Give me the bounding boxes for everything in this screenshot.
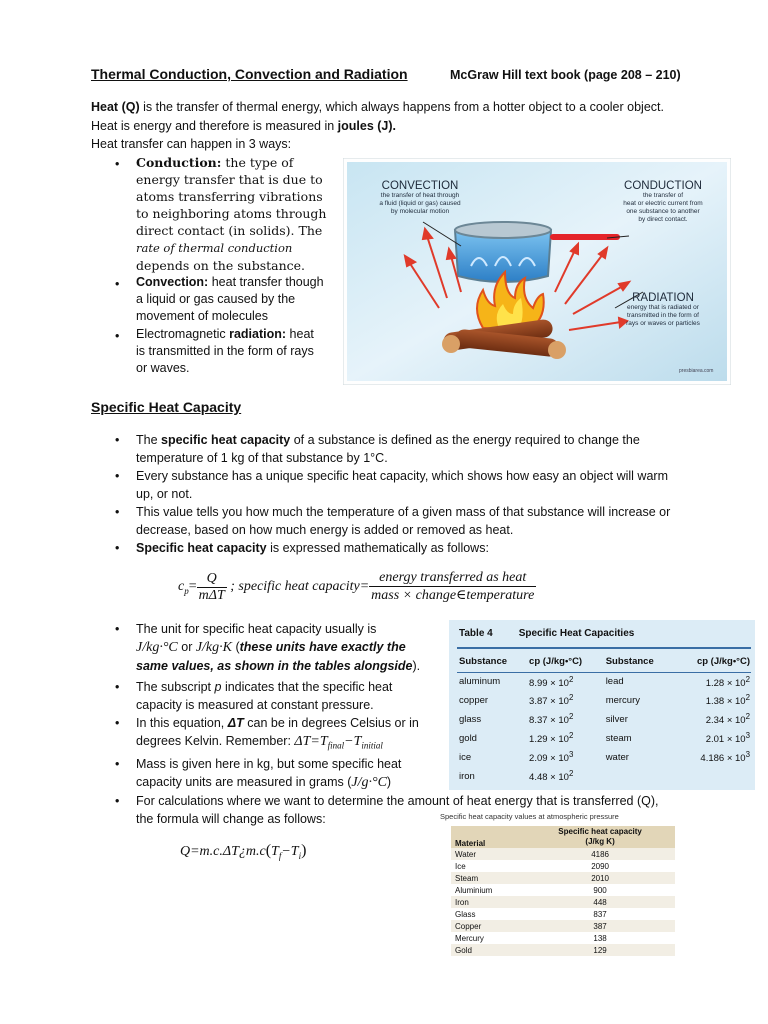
intro-line-1: [91, 98, 664, 116]
bullet-text: This value tells you how much the temperature of a given mass of that substance will increase or: [136, 505, 671, 519]
table-row: [451, 884, 675, 896]
table-row: [451, 944, 675, 956]
conduction-item: [136, 154, 326, 274]
bullet-icon: •: [115, 505, 120, 519]
bullet-icon: •: [115, 433, 120, 447]
convection-term: Convection:: [136, 275, 209, 289]
bullet-text: (: [231, 640, 240, 654]
conduction-text: energy transfer that is due to: [136, 172, 323, 187]
table-cell: ice: [459, 752, 472, 763]
table-cell: 1.28 × 10: [705, 677, 746, 689]
math-subscript: initial: [361, 740, 383, 751]
caption-line: energy that is radiated or: [627, 304, 699, 311]
page-title: Thermal Conduction, Convection and Radiation: [91, 66, 408, 82]
specific-bullet-4: [115, 539, 670, 557]
radiation-caption: [613, 304, 713, 328]
table-cell: 2090: [591, 861, 609, 871]
formula-text: ; specific heat capacity=: [226, 579, 370, 595]
table-cell: 8.99 × 10: [529, 677, 569, 689]
bullet-text: capacity units are measured in grams (: [136, 774, 352, 789]
heat-term: Heat (Q): [91, 100, 140, 114]
radiation-text: Electromagnetic: [136, 327, 230, 341]
column-header: cp (J/kg•°C): [529, 656, 583, 668]
radiation-text: is transmitted in the form of rays: [136, 344, 314, 358]
unit-math: J/kg·°C: [136, 640, 178, 655]
bullet-icon: •: [115, 157, 120, 171]
bullet-text: ).: [412, 659, 421, 673]
column-header: (J/kg K): [585, 837, 615, 846]
radiation-label: RADIATION: [632, 292, 694, 304]
exponent: 3: [745, 731, 750, 741]
table-cell: lead: [605, 676, 624, 688]
convection-text: movement of molecules: [136, 309, 269, 323]
convection-text: a liquid or gas caused by the: [136, 292, 296, 306]
bullet-text: indicates that the specific heat: [221, 680, 393, 694]
table-label: Table 4: [459, 628, 493, 639]
intro-line-2-text: Heat is energy and therefore is measured in: [91, 119, 338, 133]
table-cell: 448: [593, 897, 607, 907]
table-row: [451, 848, 675, 860]
subscript-p: p: [214, 680, 222, 694]
table-cell: Iron: [455, 897, 469, 907]
fraction-numerator: energy transferred as heat: [369, 570, 536, 587]
convection-item: [136, 274, 324, 325]
heat-transfer-list: [115, 154, 335, 384]
units-bullet-5: [115, 792, 658, 828]
table-cell: aluminum: [459, 676, 501, 688]
table-cell: water: [605, 752, 629, 763]
intro-line-2: [91, 117, 396, 135]
column-header: Substance: [459, 656, 508, 668]
table-4-header: [459, 628, 634, 639]
table-cell: Ice: [455, 861, 466, 871]
table-row: [457, 710, 751, 729]
bullet-text: Mass is given here in kg, but some specific heat: [136, 756, 402, 771]
bullet-text: of a substance is defined as the energy required to change the: [290, 433, 640, 447]
table-cell: Steam: [455, 873, 479, 883]
bullet-text: up, or not.: [136, 487, 193, 501]
bullet-text: can be in degrees Celsius or in: [243, 716, 419, 730]
math-subscript: f: [278, 850, 282, 861]
table-rule: [457, 647, 751, 649]
table-cell: 900: [593, 885, 607, 895]
column-header: Specific heat capacity: [558, 827, 642, 836]
table-cell: 129: [593, 945, 607, 955]
bullet-text: ): [386, 774, 392, 789]
table-title: Specific Heat Capacities: [518, 628, 635, 639]
bullet-icon: •: [115, 756, 120, 771]
bullet-text: or: [177, 640, 196, 654]
convection-text: heat transfer though: [208, 275, 324, 289]
delta-t-math: −T: [344, 734, 362, 749]
conduction-label-block: [611, 180, 715, 224]
conduction-text: the type of: [225, 155, 294, 170]
radiation-term: radiation:: [229, 327, 287, 341]
bullet-text: The unit for specific heat capacity usually is: [136, 622, 377, 636]
specific-bullet-1: [115, 431, 670, 467]
intro-line-3: Heat transfer can happen in 3 ways:: [91, 137, 292, 151]
unit-math: J/kg·K: [195, 640, 232, 655]
bullet-text: In this equation,: [136, 716, 228, 730]
bullet-text: is expressed mathematically as follows:: [266, 541, 489, 555]
specific-bullets: [115, 431, 670, 557]
fraction-denominator: mΔT: [198, 587, 225, 603]
caption-line: by molecular motion: [390, 208, 450, 215]
bold-term: Specific heat capacity: [136, 541, 267, 555]
table-row: [457, 748, 751, 767]
fraction-denominator: mass × change∈temperature: [371, 588, 535, 603]
bullet-text: The: [136, 433, 162, 447]
exponent: 2: [568, 712, 574, 722]
source-reference: McGraw Hill text book (page 208 – 210): [450, 68, 681, 82]
conduction-text: depends on the substance.: [136, 258, 306, 273]
table-cell: 1.38 × 10: [705, 696, 746, 708]
conduction-term: Conduction:: [136, 155, 222, 170]
formula-paren: ): [301, 842, 307, 859]
specific-bullet-2: [115, 467, 670, 503]
table-2-caption: Specific heat capacity values at atmospheric pressure: [440, 812, 619, 821]
table-cell: iron: [459, 771, 475, 782]
exponent: 3: [568, 750, 574, 760]
formula-symbol: −T: [281, 844, 299, 859]
exponent: 2: [568, 674, 574, 684]
italic-note: same values, as shown in the tables alongside: [136, 659, 413, 673]
table-2-specific-heat: [451, 826, 675, 956]
table-cell: 3.87 × 10: [529, 696, 569, 708]
caption-line: the transfer of: [642, 192, 684, 199]
table-row: [457, 767, 751, 786]
table-row: [451, 932, 675, 944]
table-cell: copper: [459, 695, 489, 706]
table-row: [451, 896, 675, 908]
formula-symbol: =: [188, 579, 197, 595]
caption-line: rays or waves or particles: [626, 320, 700, 327]
bullet-icon: •: [115, 469, 120, 483]
bullet-icon: •: [115, 329, 120, 343]
caption-line: the transfer of heat through: [380, 192, 460, 199]
table-cell: glass: [459, 714, 482, 725]
convection-label: CONVECTION: [381, 180, 459, 192]
formula-symbol: c: [178, 579, 185, 595]
table-cell: steam: [605, 733, 632, 744]
table-cell: 4.48 × 10: [529, 772, 569, 784]
table-row: [457, 691, 751, 710]
exponent: 2: [568, 769, 574, 779]
formula-symbol: T: [271, 844, 279, 859]
bullet-text: degrees Kelvin. Remember:: [136, 734, 295, 748]
joules-term: joules (J).: [337, 119, 397, 133]
table-cell: mercury: [605, 695, 640, 706]
radiation-label-block: [613, 292, 713, 328]
exponent: 2: [745, 674, 750, 684]
specific-heat-formula: [178, 570, 536, 604]
convection-caption: [365, 192, 475, 216]
bullet-text: the formula will change as follows:: [136, 811, 326, 826]
exponent: 2: [568, 731, 574, 741]
table-cell: 4186: [591, 849, 609, 859]
exponent: 3: [745, 750, 750, 760]
diagram-credit: presbiarea.com: [679, 368, 714, 374]
table-cell: Mercury: [455, 933, 484, 943]
caption-line: a fluid (liquid or gas) caused: [379, 200, 461, 207]
table-cell: 1.29 × 10: [529, 734, 569, 746]
caption-line: by direct contact.: [638, 216, 688, 223]
conduction-caption: [611, 192, 715, 224]
bullet-text: capacity is measured at constant pressure.: [136, 698, 374, 712]
table-header-row: [457, 652, 751, 672]
italic-note: these units have exactly the: [239, 640, 406, 654]
bullet-icon: •: [115, 680, 120, 694]
table-cell: 2.34 × 10: [705, 715, 746, 727]
bullet-icon: •: [115, 716, 120, 730]
table-row: [451, 920, 675, 932]
column-header: cp (J/kg•°C): [696, 656, 750, 668]
table-cell: 138: [593, 933, 607, 943]
exponent: 2: [745, 712, 750, 722]
bullet-text: temperature of 1 kg of that substance by 1°C.: [136, 451, 388, 465]
delta-t-math: ΔT=T: [294, 734, 328, 749]
table-row: [451, 908, 675, 920]
table-cell: 2.09 × 10: [529, 753, 569, 765]
math-subscript: i: [298, 850, 302, 861]
specific-bullet-3: [115, 503, 670, 539]
formula-text: Q=m.c.ΔT¿m.c: [180, 844, 266, 859]
table-cell: Gold: [455, 945, 472, 955]
table-row: [451, 860, 675, 872]
table-cell: gold: [459, 733, 477, 744]
bullet-icon: •: [115, 277, 120, 291]
exponent: 2: [568, 693, 574, 703]
bullet-text: The subscript: [136, 680, 215, 694]
table-cell: 2.01 × 10: [705, 734, 746, 746]
bullet-text: decrease, based on how much energy is added or removed as heat.: [136, 523, 514, 537]
section-heading: Specific Heat Capacity: [91, 399, 242, 415]
table-cell: 8.37 × 10: [529, 715, 569, 727]
column-header: Substance: [605, 656, 654, 668]
bold-term: specific heat capacity: [161, 433, 291, 447]
unit-math: J/g·°C: [351, 774, 387, 790]
conduction-text: to neighboring atoms through: [136, 206, 327, 221]
table-4-grid: [457, 652, 751, 786]
heat-definition: is the transfer of thermal energy, which always happens from a hotter object to a cooler object.: [139, 100, 664, 114]
conduction-label: CONDUCTION: [624, 180, 702, 192]
fraction-energy-over-mass: [369, 570, 536, 604]
table-cell: 2010: [591, 873, 609, 883]
conduction-italic: rate of thermal conduction: [136, 241, 293, 255]
table-cell: Aluminium: [455, 885, 493, 895]
table-cell: 387: [593, 921, 607, 931]
table-cell: silver: [605, 714, 628, 725]
formula-subscript: p: [184, 586, 189, 597]
conduction-text: direct contact (in solids). The: [136, 223, 323, 238]
caption-line: heat or electric current from: [623, 200, 703, 207]
bullet-text: Every substance has a unique specific heat capacity, which shows how easy an object will warm: [136, 469, 668, 483]
radiation-text: heat: [286, 327, 314, 341]
exponent: 2: [745, 693, 750, 703]
fraction-q-over-mdt: [197, 571, 227, 604]
table-cell: Water: [455, 849, 477, 859]
caption-line: transmitted in the form of: [627, 312, 699, 319]
radiation-text: or waves.: [136, 361, 190, 375]
table-row: [451, 872, 675, 884]
table-4-specific-heat: [449, 620, 755, 790]
bullet-text: For calculations where we want to determine the amount of heat energy that is transferred (Q),: [136, 793, 659, 808]
conduction-text: atoms transferring vibrations: [136, 189, 323, 204]
fraction-numerator: Q: [197, 571, 227, 588]
table-row: [457, 672, 751, 691]
table-2-grid: [451, 826, 675, 956]
column-header: Material: [455, 839, 486, 848]
table-cell: 837: [593, 909, 607, 919]
convection-label-block: [365, 180, 475, 216]
radiation-item: [136, 326, 314, 377]
heat-energy-formula: [180, 842, 306, 861]
delta-t-term: ΔT: [227, 716, 244, 730]
table-cell: 4.186 × 10: [700, 753, 746, 765]
heat-transfer-diagram: [343, 158, 731, 385]
formula-paren: (: [265, 842, 272, 859]
table-cell: Glass: [455, 909, 476, 919]
bullet-icon: •: [115, 541, 120, 555]
bullet-icon: •: [115, 622, 120, 636]
caption-line: one substance to another: [626, 208, 700, 215]
table-header-row: [451, 826, 675, 848]
bullet-icon: •: [115, 793, 120, 808]
math-subscript: final: [327, 740, 345, 751]
table-row: [457, 729, 751, 748]
table-cell: Copper: [455, 921, 482, 931]
